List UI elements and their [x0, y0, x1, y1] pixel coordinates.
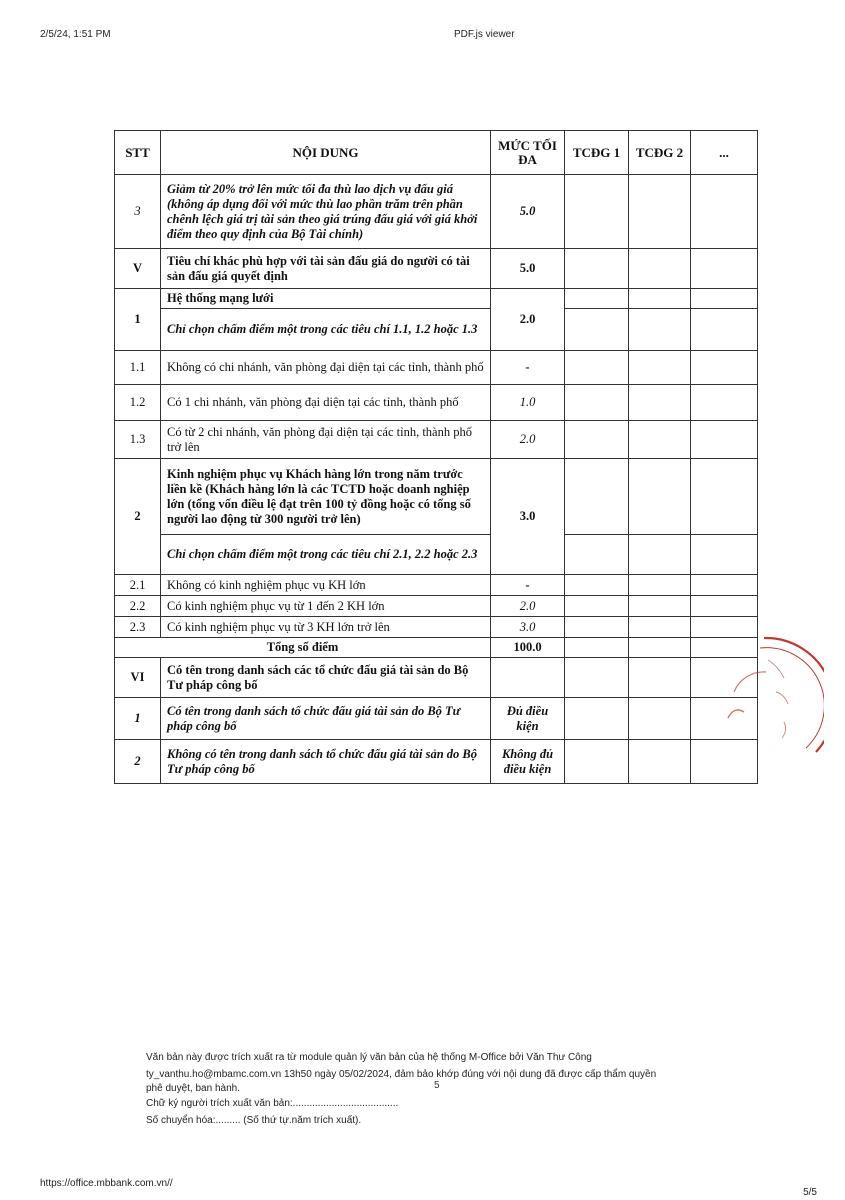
red-seal-stamp: [704, 632, 824, 782]
row-stt: V: [115, 249, 161, 289]
row-max: 5.0: [491, 249, 565, 289]
row-stt: 1: [115, 289, 161, 351]
footnote-line: phê duyệt, ban hành.: [146, 1083, 240, 1094]
table-row: [115, 740, 758, 784]
footnote-line: Văn bản này được trích xuất ra từ module quản lý văn bản của hệ thống M-Office bởi Văn Thư Công: [146, 1052, 592, 1063]
table-row: [115, 459, 758, 535]
table-row: [115, 535, 758, 575]
row-stt: 3: [115, 175, 161, 249]
row-max: 5.0: [491, 175, 565, 249]
row-stt: 2: [115, 459, 161, 575]
row-stt: 1.2: [115, 385, 161, 421]
row-max: 3.0: [491, 459, 565, 575]
table-row: [115, 249, 758, 289]
row-stt: VI: [115, 658, 161, 698]
row-content: Hệ thống mạng lưới: [161, 289, 491, 309]
row-content: Không có tên trong danh sách tổ chức đấu giá tài sản do Bộ Tư pháp công bố: [161, 740, 491, 784]
row-content: Không có chi nhánh, văn phòng đại diện tại các tỉnh, thành phố: [161, 351, 491, 385]
table-header-row: [115, 131, 758, 175]
footnote-line: Số chuyển hóa:......... (Số thứ tự.năm trích xuất).: [146, 1115, 362, 1126]
total-row: [115, 638, 758, 658]
row-subnote: Chỉ chọn chấm điểm một trong các tiêu chí 1.1, 1.2 hoặc 1.3: [161, 309, 491, 351]
row-stt: 1.3: [115, 421, 161, 459]
row-content: Có tên trong danh sách các tổ chức đấu giá tài sản do Bộ Tư pháp công bố: [161, 658, 491, 698]
table-row: [115, 421, 758, 459]
print-title: PDF.js viewer: [454, 29, 515, 40]
header-stt: STT: [115, 131, 161, 175]
row-max: [491, 658, 565, 698]
row-max: 1.0: [491, 385, 565, 421]
print-datetime: 2/5/24, 1:51 PM: [40, 29, 111, 40]
total-label: Tổng số điểm: [115, 638, 491, 658]
row-max: Đủ điều kiện: [491, 698, 565, 740]
row-subnote: Chỉ chọn chấm điểm một trong các tiêu chí 2.1, 2.2 hoặc 2.3: [161, 535, 491, 575]
row-max: 2.0: [491, 421, 565, 459]
row-content: Có kinh nghiệm phục vụ từ 3 KH lớn trở lên: [161, 617, 491, 638]
table-row: [115, 385, 758, 421]
table-row: [115, 289, 758, 309]
row-stt: 1: [115, 698, 161, 740]
total-value: 100.0: [491, 638, 565, 658]
row-max: -: [491, 575, 565, 596]
table-row: [115, 575, 758, 596]
page-number: 5: [434, 1080, 440, 1091]
header-tcdg1: TCĐG 1: [565, 131, 629, 175]
table-row: [115, 596, 758, 617]
header-max: MỨC TỐI ĐA: [491, 131, 565, 175]
row-content: Có tên trong danh sách tổ chức đấu giá tài sản do Bộ Tư pháp công bố: [161, 698, 491, 740]
footnote-line: ty_vanthu.ho@mbamc.com.vn 13h50 ngày 05/02/2024, đảm bảo khớp đúng với nội dung đã được cấp thẩm quyền: [146, 1069, 657, 1080]
extraction-footnote: [146, 1049, 726, 1129]
row-stt: 2: [115, 740, 161, 784]
row-max: 2.0: [491, 289, 565, 351]
row-content: Có 1 chi nhánh, văn phòng đại diện tại các tỉnh, thành phố: [161, 385, 491, 421]
table-row: [115, 658, 758, 698]
table-row: [115, 617, 758, 638]
header-more: ...: [691, 131, 758, 175]
evaluation-table: [114, 130, 758, 784]
page-url: https://office.mbbank.com.vn//: [40, 1178, 173, 1189]
row-content: Có từ 2 chi nhánh, văn phòng đại diện tại các tỉnh, thành phố trở lên: [161, 421, 491, 459]
row-max: 3.0: [491, 617, 565, 638]
header-tcdg2: TCĐG 2: [629, 131, 691, 175]
row-content: Có kinh nghiệm phục vụ từ 1 đến 2 KH lớn: [161, 596, 491, 617]
table-row: [115, 309, 758, 351]
row-content: Tiêu chí khác phù hợp với tài sản đấu giá do người có tài sản đấu giá quyết định: [161, 249, 491, 289]
table-row: [115, 351, 758, 385]
row-max: 2.0: [491, 596, 565, 617]
footnote-line: Chữ ký người trích xuất văn bản:......................................: [146, 1098, 399, 1109]
row-stt: 2.2: [115, 596, 161, 617]
row-max: Không đủ điều kiện: [491, 740, 565, 784]
row-content: Kinh nghiệm phục vụ Khách hàng lớn trong năm trước liền kề (Khách hàng lớn là các TCTD hoặc doanh nghiệp lớn (tổng vốn điều lệ đạt trên 100 tỷ đồng hoặc có tổng số người lao động từ 300 người trở lên): [161, 459, 491, 535]
table-row: [115, 698, 758, 740]
row-max: -: [491, 351, 565, 385]
header-content: NỘI DUNG: [161, 131, 491, 175]
row-content: Giảm từ 20% trở lên mức tối đa thù lao dịch vụ đấu giá (không áp dụng đối với mức thù lao phần trăm trên phần chênh lệch giá trị tài sản theo giá trúng đấu giá với giá khởi điểm theo quy định của Bộ Tài chính): [161, 175, 491, 249]
row-stt: 1.1: [115, 351, 161, 385]
row-stt: 2.1: [115, 575, 161, 596]
page-count: 5/5: [803, 1187, 817, 1198]
row-stt: 2.3: [115, 617, 161, 638]
table-row: [115, 175, 758, 249]
row-content: Không có kinh nghiệm phục vụ KH lớn: [161, 575, 491, 596]
